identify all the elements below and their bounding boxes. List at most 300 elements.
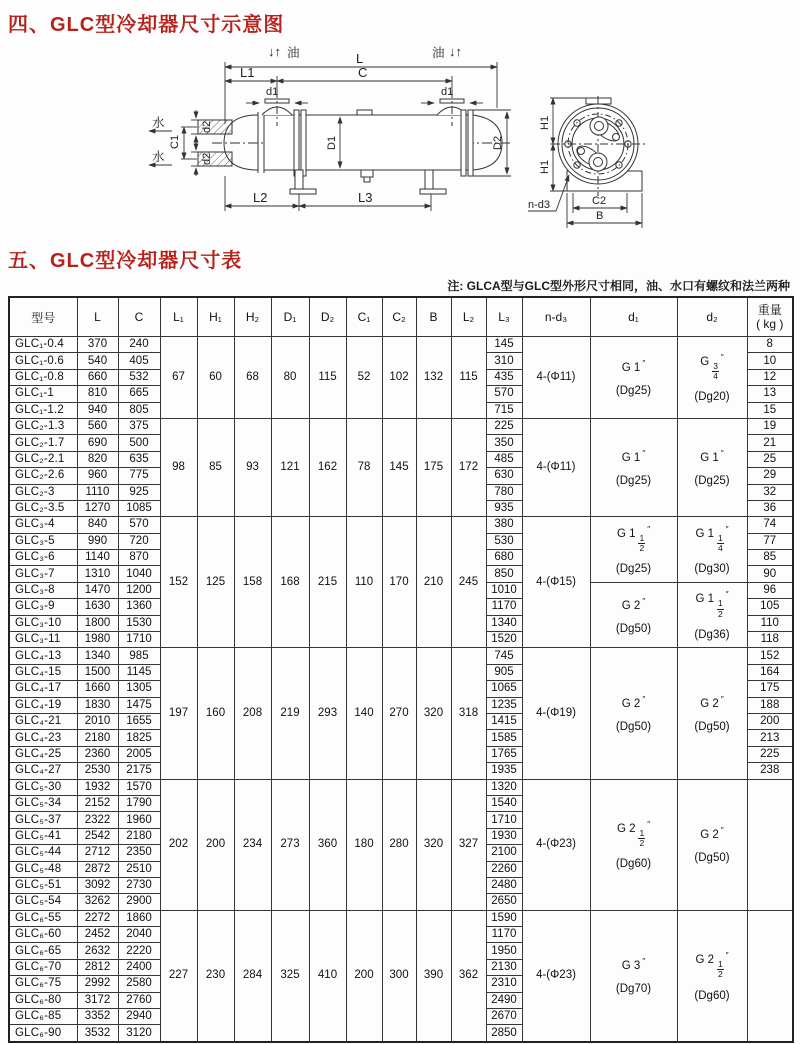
cell: 560	[77, 418, 118, 434]
cell: 102	[382, 337, 416, 419]
cell: 870	[118, 550, 160, 566]
cell: 2322	[77, 812, 118, 828]
d1-cell: G 1 $\frac{1}{2}$ ″ (Dg25)	[590, 517, 677, 583]
model-cell: GLC₄-15	[9, 664, 77, 680]
cell: 2220	[118, 943, 160, 959]
table-row	[9, 779, 793, 795]
model-cell: GLC₅-41	[9, 828, 77, 844]
table-body	[9, 337, 793, 1042]
model-cell: GLC₂-2.6	[9, 468, 77, 484]
cell: 1145	[118, 664, 160, 680]
cell: 360	[309, 779, 346, 910]
d1-cell: G 2 ″ (Dg50)	[590, 648, 677, 779]
oil-arrows-left: ↓↑	[268, 44, 281, 59]
cell: 284	[234, 910, 271, 1042]
cell: 630	[486, 468, 522, 484]
cell: 60	[197, 337, 234, 419]
cell: 1655	[118, 713, 160, 729]
cell: 2992	[77, 976, 118, 992]
weight-cell: 32	[747, 484, 793, 500]
cell: 230	[197, 910, 234, 1042]
weight-cell: 225	[747, 746, 793, 762]
cell: 925	[118, 484, 160, 500]
cell: 2152	[77, 795, 118, 811]
dimension-table	[8, 296, 794, 1043]
cell: 1340	[486, 615, 522, 631]
column-header: L₃	[486, 297, 522, 337]
cell: 1765	[486, 746, 522, 762]
cell: 85	[197, 418, 234, 516]
d2-cell: G $\frac{3}{4}$ ″ (Dg20)	[677, 337, 747, 419]
cell: 1170	[486, 599, 522, 615]
weight-cell: 164	[747, 664, 793, 680]
cell: 540	[77, 353, 118, 369]
cell: 3172	[77, 992, 118, 1008]
column-header: D₁	[271, 297, 309, 337]
dim-label-d1-right: d1	[441, 86, 454, 98]
cell: 1200	[118, 582, 160, 598]
cell: 665	[118, 386, 160, 402]
cell: 240	[118, 337, 160, 353]
cell: 1860	[118, 910, 160, 926]
cell: 1980	[77, 632, 118, 648]
cell: 635	[118, 451, 160, 467]
weight-cell: 36	[747, 500, 793, 516]
cell: 405	[118, 353, 160, 369]
cell: 1475	[118, 697, 160, 713]
cell: 690	[77, 435, 118, 451]
table-row	[9, 517, 793, 533]
cell: 2180	[118, 828, 160, 844]
cell: 310	[486, 353, 522, 369]
model-cell: GLC₅-54	[9, 894, 77, 910]
cell: 68	[234, 337, 271, 419]
cell: 1305	[118, 681, 160, 697]
cell: 93	[234, 418, 271, 516]
cell: 532	[118, 369, 160, 385]
cell: 850	[486, 566, 522, 582]
cell: 2580	[118, 976, 160, 992]
model-cell: GLC₄-17	[9, 681, 77, 697]
cell: 2812	[77, 959, 118, 975]
cell: 270	[382, 648, 416, 779]
dim-label-C1: C1	[169, 134, 181, 149]
cell: 2650	[486, 894, 522, 910]
model-cell: GLC₅-44	[9, 845, 77, 861]
model-cell: GLC₂-3.5	[9, 500, 77, 516]
cell: 410	[309, 910, 346, 1042]
column-header: H₂	[234, 297, 271, 337]
cell: 115	[309, 337, 346, 419]
cell: 2632	[77, 943, 118, 959]
cell: 1935	[486, 763, 522, 779]
cell: 840	[77, 517, 118, 533]
cell: 1235	[486, 697, 522, 713]
model-cell: GLC₃-7	[9, 566, 77, 582]
n-d3-cell: 4-(Φ23)	[522, 910, 590, 1042]
cell: 52	[346, 337, 382, 419]
dimension-table-wrap	[8, 296, 794, 1043]
cell: 115	[451, 337, 486, 419]
cell: 145	[486, 337, 522, 353]
cell: 1310	[77, 566, 118, 582]
cell: 2175	[118, 763, 160, 779]
model-cell: GLC₁-1.2	[9, 402, 77, 418]
cell: 2712	[77, 845, 118, 861]
cell: 375	[118, 418, 160, 434]
dim-label-D1: D1	[326, 135, 338, 150]
cell: 3262	[77, 894, 118, 910]
cell: 132	[416, 337, 451, 419]
weight-cell: 13	[747, 386, 793, 402]
cell: 3532	[77, 1025, 118, 1042]
cell: 960	[77, 468, 118, 484]
cell: 1825	[118, 730, 160, 746]
cell: 170	[382, 517, 416, 648]
weight-cell: 10	[747, 353, 793, 369]
cell: 1320	[486, 779, 522, 795]
cell: 2530	[77, 763, 118, 779]
cell: 1500	[77, 664, 118, 680]
model-cell: GLC₂-3	[9, 484, 77, 500]
cell: 2180	[77, 730, 118, 746]
model-cell: GLC₄-27	[9, 763, 77, 779]
dim-label-C: C	[358, 65, 368, 80]
cell: 3352	[77, 1009, 118, 1025]
dim-label-d2-top: d2	[201, 120, 213, 133]
cell: 985	[118, 648, 160, 664]
cell: 680	[486, 550, 522, 566]
weight-cell: 90	[747, 566, 793, 582]
d1-cell: G 3 ″ (Dg70)	[590, 910, 677, 1042]
model-cell: GLC₅-48	[9, 861, 77, 877]
header-row	[9, 297, 793, 337]
cell: 780	[486, 484, 522, 500]
cell: 1790	[118, 795, 160, 811]
cell: 1415	[486, 713, 522, 729]
table-row	[9, 418, 793, 434]
d1-cell: G 1 ″ (Dg25)	[590, 337, 677, 419]
model-cell: GLC₂-2.1	[9, 451, 77, 467]
cell: 327	[451, 779, 486, 910]
water-label-top: 水	[152, 116, 165, 130]
weight-cell: 8	[747, 337, 793, 353]
cell: 2310	[486, 976, 522, 992]
cell: 67	[160, 337, 197, 419]
cell: 234	[234, 779, 271, 910]
cell: 940	[77, 402, 118, 418]
oil-label-left: 油	[287, 46, 300, 60]
dim-label-C2: C2	[592, 195, 607, 207]
model-cell: GLC₃-6	[9, 550, 77, 566]
cell: 435	[486, 369, 522, 385]
model-cell: GLC₁-0.4	[9, 337, 77, 353]
cell: 110	[346, 517, 382, 648]
n-d3-cell: 4-(Φ19)	[522, 648, 590, 779]
dim-label-H1-top: H1	[539, 115, 551, 130]
cell: 2040	[118, 927, 160, 943]
cell: 720	[118, 533, 160, 549]
column-header: C	[118, 297, 160, 337]
cell: 318	[451, 648, 486, 779]
cell: 215	[309, 517, 346, 648]
cell: 2260	[486, 861, 522, 877]
dim-label-L2: L2	[253, 190, 268, 205]
cell: 200	[346, 910, 382, 1042]
cell: 1470	[77, 582, 118, 598]
cell: 1010	[486, 582, 522, 598]
water-label-bottom: 水	[152, 150, 165, 164]
cell: 125	[197, 517, 234, 648]
model-cell: GLC₁-1	[9, 386, 77, 402]
cell: 80	[271, 337, 309, 419]
dim-label-d2-bottom: d2	[201, 152, 213, 165]
cell: 1710	[118, 632, 160, 648]
cell: 1530	[118, 615, 160, 631]
cell: 1932	[77, 779, 118, 795]
model-cell: GLC₃-5	[9, 533, 77, 549]
cell: 1140	[77, 550, 118, 566]
n-d3-cell: 4-(Φ11)	[522, 418, 590, 516]
cell: 805	[118, 402, 160, 418]
cell: 2940	[118, 1009, 160, 1025]
cooler-dimension-diagram	[0, 36, 800, 248]
cell: 210	[416, 517, 451, 648]
cell: 1270	[77, 500, 118, 516]
weight-cell: 19	[747, 418, 793, 434]
cell: 570	[118, 517, 160, 533]
cell: 2452	[77, 927, 118, 943]
model-cell: GLC₁-0.8	[9, 369, 77, 385]
model-cell: GLC₁-0.6	[9, 353, 77, 369]
dim-label-L: L	[356, 51, 364, 66]
cell: 1040	[118, 566, 160, 582]
d2-cell: G 1 $\frac{1}{2}$ ″ (Dg36)	[677, 582, 747, 648]
cell: 168	[271, 517, 309, 648]
cell: 935	[486, 500, 522, 516]
model-cell: GLC₃-9	[9, 599, 77, 615]
cell: 1585	[486, 730, 522, 746]
cell: 1065	[486, 681, 522, 697]
cell: 715	[486, 402, 522, 418]
cell: 197	[160, 648, 197, 779]
model-cell: GLC₄-23	[9, 730, 77, 746]
cell: 2850	[486, 1025, 522, 1042]
d2-cell: G 2 $\frac{1}{2}$ ″ (Dg60)	[677, 910, 747, 1042]
n-d3-cell: 4-(Φ15)	[522, 517, 590, 648]
cell: 2760	[118, 992, 160, 1008]
model-cell: GLC₅-30	[9, 779, 77, 795]
cell: 320	[416, 779, 451, 910]
weight-cell: 29	[747, 468, 793, 484]
d2-cell: G 2 ″ (Dg50)	[677, 648, 747, 779]
oil-label-right: 油	[432, 46, 445, 60]
cell: 3092	[77, 877, 118, 893]
cell: 1340	[77, 648, 118, 664]
cell: 2130	[486, 959, 522, 975]
cell: 2360	[77, 746, 118, 762]
table-row	[9, 337, 793, 353]
column-header: C₁	[346, 297, 382, 337]
cell: 380	[486, 517, 522, 533]
cell: 1660	[77, 681, 118, 697]
table-header	[9, 297, 793, 337]
table-note: 注: GLCA型与GLC型外形尺寸相同，油、水口有螺纹和法兰两种	[447, 279, 790, 293]
model-cell: GLC₄-21	[9, 713, 77, 729]
weight-cell	[747, 910, 793, 1042]
model-cell: GLC₆-55	[9, 910, 77, 926]
weight-cell: 96	[747, 582, 793, 598]
weight-cell: 200	[747, 713, 793, 729]
cell: 500	[118, 435, 160, 451]
column-header: B	[416, 297, 451, 337]
weight-cell: 21	[747, 435, 793, 451]
cell: 1950	[486, 943, 522, 959]
dim-label-B: B	[596, 210, 604, 222]
cell: 300	[382, 910, 416, 1042]
cell: 172	[451, 418, 486, 516]
cell: 162	[309, 418, 346, 516]
cell: 208	[234, 648, 271, 779]
dim-label-D2: D2	[492, 135, 504, 150]
cell: 1830	[77, 697, 118, 713]
column-header: d₂	[677, 297, 747, 337]
cell: 530	[486, 533, 522, 549]
weight-cell: 188	[747, 697, 793, 713]
column-header-weight: 重量 ( kg )	[747, 297, 793, 337]
d1-cell: G 2 $\frac{1}{2}$ ″ (Dg60)	[590, 779, 677, 910]
section4-title: 四、GLC型冷却器尺寸示意图	[8, 14, 285, 36]
cell: 1800	[77, 615, 118, 631]
cell: 2542	[77, 828, 118, 844]
cell: 2490	[486, 992, 522, 1008]
model-cell: GLC₆-90	[9, 1025, 77, 1042]
cell: 325	[271, 910, 309, 1042]
cell: 2272	[77, 910, 118, 926]
cell: 1630	[77, 599, 118, 615]
cell: 370	[77, 337, 118, 353]
cell: 485	[486, 451, 522, 467]
d2-cell: G 1 $\frac{1}{4}$ ″ (Dg30)	[677, 517, 747, 583]
weight-cell: 25	[747, 451, 793, 467]
cell: 227	[160, 910, 197, 1042]
cell: 2005	[118, 746, 160, 762]
cell: 990	[77, 533, 118, 549]
cell: 1360	[118, 599, 160, 615]
dim-label-L1: L1	[240, 65, 255, 80]
cell: 219	[271, 648, 309, 779]
cell: 2010	[77, 713, 118, 729]
cell: 2670	[486, 1009, 522, 1025]
cell: 78	[346, 418, 382, 516]
section5-title: 五、GLC型冷却器尺寸表	[8, 250, 243, 272]
model-cell: GLC₄-25	[9, 746, 77, 762]
cell: 570	[486, 386, 522, 402]
weight-cell	[747, 779, 793, 910]
cell: 121	[271, 418, 309, 516]
cell: 820	[77, 451, 118, 467]
dim-label-H1-bottom: H1	[539, 159, 551, 174]
model-cell: GLC₃-11	[9, 632, 77, 648]
cell: 1085	[118, 500, 160, 516]
cell: 810	[77, 386, 118, 402]
cell: 160	[197, 648, 234, 779]
cooler-diagram-svg	[0, 36, 800, 248]
n-d3-cell: 4-(Φ11)	[522, 337, 590, 419]
cell: 1540	[486, 795, 522, 811]
cell: 905	[486, 664, 522, 680]
column-header: L₁	[160, 297, 197, 337]
column-header: d₁	[590, 297, 677, 337]
d2-cell: G 2 ″ (Dg50)	[677, 779, 747, 910]
cell: 280	[382, 779, 416, 910]
weight-cell: 77	[747, 533, 793, 549]
table-row	[9, 648, 793, 664]
cell: 3120	[118, 1025, 160, 1042]
cell: 175	[416, 418, 451, 516]
side-view	[198, 90, 512, 194]
column-header: C₂	[382, 297, 416, 337]
model-cell: GLC₃-4	[9, 517, 77, 533]
weight-cell: 213	[747, 730, 793, 746]
cell: 152	[160, 517, 197, 648]
weight-cell: 12	[747, 369, 793, 385]
model-cell: GLC₆-60	[9, 927, 77, 943]
cell: 350	[486, 435, 522, 451]
cell: 2872	[77, 861, 118, 877]
cell: 2480	[486, 877, 522, 893]
cell: 1520	[486, 632, 522, 648]
weight-cell: 110	[747, 615, 793, 631]
column-header: D₂	[309, 297, 346, 337]
cell: 1930	[486, 828, 522, 844]
cell: 1710	[486, 812, 522, 828]
cell: 390	[416, 910, 451, 1042]
column-header: L₂	[451, 297, 486, 337]
cell: 273	[271, 779, 309, 910]
d1-cell: G 2 ″ (Dg50)	[590, 582, 677, 648]
cell: 1590	[486, 910, 522, 926]
cell: 293	[309, 648, 346, 779]
model-cell: GLC₆-75	[9, 976, 77, 992]
cell: 202	[160, 779, 197, 910]
model-cell: GLC₅-34	[9, 795, 77, 811]
cell: 2730	[118, 877, 160, 893]
oil-arrows-right: ↓↑	[449, 44, 462, 59]
n-d3-cell: 4-(Φ23)	[522, 779, 590, 910]
model-cell: GLC₅-37	[9, 812, 77, 828]
model-cell: GLC₅-51	[9, 877, 77, 893]
cell: 2350	[118, 845, 160, 861]
d2-cell: G 1 ″ (Dg25)	[677, 418, 747, 516]
cell: 158	[234, 517, 271, 648]
cell: 2510	[118, 861, 160, 877]
d1-cell: G 1 ″ (Dg25)	[590, 418, 677, 516]
model-cell: GLC₆-80	[9, 992, 77, 1008]
dim-label-d1-left: d1	[266, 86, 279, 98]
column-header: n-d₃	[522, 297, 590, 337]
model-cell: GLC₂-1.7	[9, 435, 77, 451]
weight-cell: 238	[747, 763, 793, 779]
cell: 245	[451, 517, 486, 648]
weight-cell: 152	[747, 648, 793, 664]
weight-cell: 118	[747, 632, 793, 648]
cell: 1570	[118, 779, 160, 795]
end-view	[552, 96, 645, 196]
table-row	[9, 910, 793, 926]
cell: 2900	[118, 894, 160, 910]
model-cell: GLC₂-1.3	[9, 418, 77, 434]
